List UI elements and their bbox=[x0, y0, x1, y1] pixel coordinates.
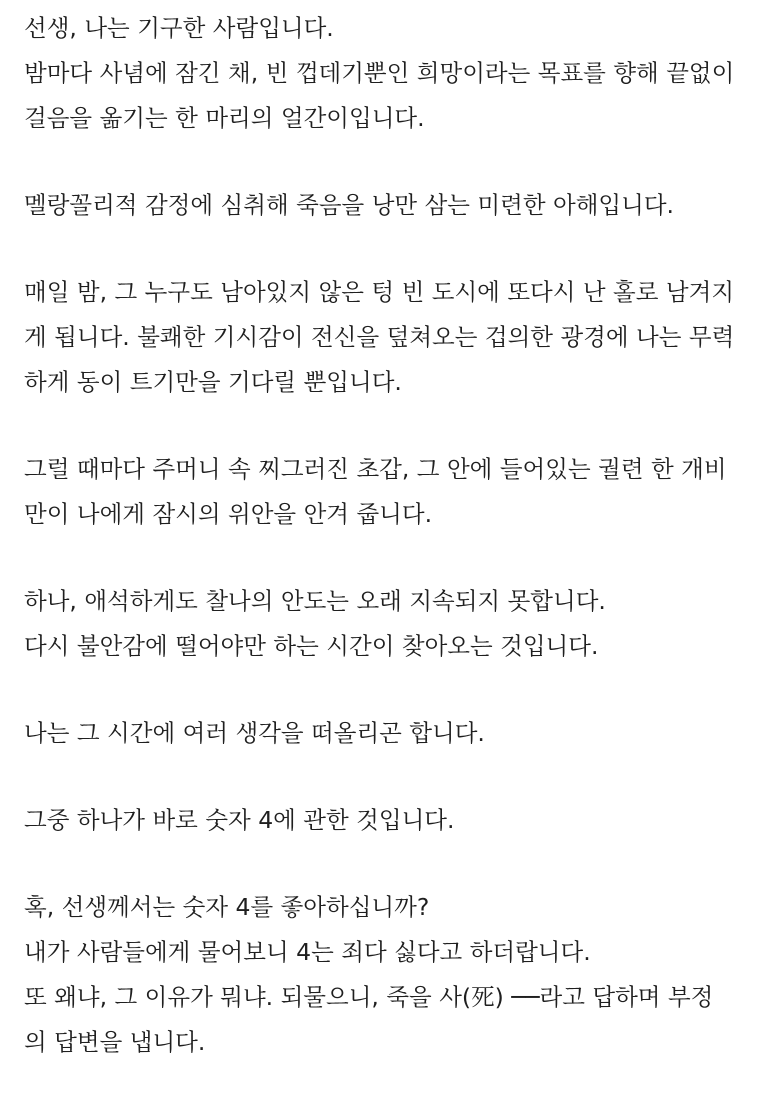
text-line: 혹, 선생께서는 숫자 4를 좋아하십니까? bbox=[24, 893, 430, 921]
text-line: 그럴 때마다 주머니 속 찌그러진 초갑, 그 안에 들어있는 궐련 한 개비 bbox=[24, 455, 727, 483]
paragraph-7 bbox=[24, 711, 772, 756]
paragraph-gap bbox=[24, 405, 772, 447]
paragraph-gap bbox=[24, 756, 772, 798]
text-line: 게 됩니다. 불쾌한 기시감이 전신을 덮쳐오는 겁의한 광경에 나는 무력 bbox=[24, 323, 735, 351]
paragraph-gap bbox=[24, 843, 772, 885]
paragraph-5 bbox=[24, 447, 772, 537]
paragraph-6 bbox=[24, 579, 772, 669]
paragraph-4 bbox=[24, 270, 772, 405]
text-line: 걸음을 옮기는 한 마리의 얼간이입니다. bbox=[24, 104, 425, 132]
text-line: 또 왜냐, 그 이유가 뭐냐. 되물으니, 죽을 사(死) ──라고 답하며 부정 bbox=[24, 983, 714, 1011]
text-line: 멜랑꼴리적 감정에 심취해 죽음을 낭만 삼는 미련한 아해입니다. bbox=[24, 191, 674, 219]
text-line: 의 답변을 냅니다. bbox=[24, 1028, 206, 1056]
paragraph-2 bbox=[24, 51, 772, 141]
text-line: 다시 불안감에 떨어야만 하는 시간이 찾아오는 것입니다. bbox=[24, 632, 599, 660]
text-line: 매일 밤, 그 누구도 남아있지 않은 텅 빈 도시에 또다시 난 홀로 남겨지 bbox=[24, 278, 735, 306]
paragraph-3 bbox=[24, 183, 772, 228]
paragraph-gap bbox=[24, 537, 772, 579]
text-line: 하나, 애석하게도 찰나의 안도는 오래 지속되지 못합니다. bbox=[24, 587, 606, 615]
text-line: 하게 동이 트기만을 기다릴 뿐입니다. bbox=[24, 368, 402, 396]
text-line: 밤마다 사념에 잠긴 채, 빈 껍데기뿐인 희망이라는 목표를 향해 끝없이 bbox=[24, 59, 735, 87]
paragraph-gap bbox=[24, 669, 772, 711]
text-line: 그중 하나가 바로 숫자 4에 관한 것입니다. bbox=[24, 806, 455, 834]
paragraph-1 bbox=[24, 6, 772, 51]
text-line: 내가 사람들에게 물어보니 4는 죄다 싫다고 하더랍니다. bbox=[24, 938, 591, 966]
paragraph-8 bbox=[24, 798, 772, 843]
text-line: 나는 그 시간에 여러 생각을 떠올리곤 합니다. bbox=[24, 719, 485, 747]
paragraph-9 bbox=[24, 885, 772, 1065]
text-line: 만이 나에게 잠시의 위안을 안겨 줍니다. bbox=[24, 500, 433, 528]
paragraph-gap bbox=[24, 228, 772, 270]
text-line: 선생, 나는 기구한 사람입니다. bbox=[24, 14, 334, 42]
paragraph-gap bbox=[24, 141, 772, 183]
